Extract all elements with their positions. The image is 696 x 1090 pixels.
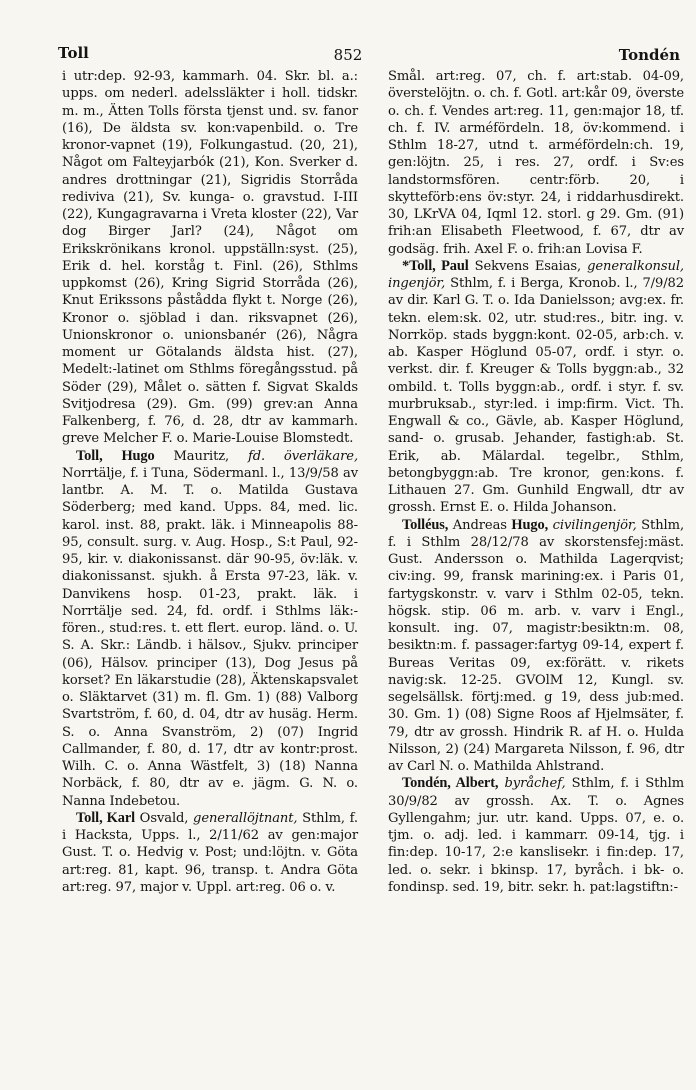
entry-name: Tolléus, [402,516,449,533]
entry-name: Hugo [121,447,155,464]
entry-text: Mauritz, [154,448,248,464]
bio-entry [388,258,684,517]
page-header [0,44,696,68]
entry-text: Sthlm, f. i Hacksta, Upps. l., 2/11/62 av gen:major Gust. T. o. Hedvig v. Post; und:löjtn. v. Göta art:reg. 81, kapt. 96, transp. t. Andra Göta art:reg. 97, major v. Uppl. art:reg. 06 o. v. [62,810,358,895]
entry-text: Norrtälje, f. i Tuna, Södermanl. l., 13/9/58 av lantbr. A. M. T. o. Matilda Gustava Söderberg; med kand. Upps. 84, med. lic. karol. inst. 88, prakt. läk. i Minneapolis 88-95, consult. surg. v. Aug. Hosp., S:t Paul, 92-95, kir. v. diakonissanst. där 90-95, öv:läk. v. diakonissanst. sjukh. å Ersta 97-23, läk. v. Danvikens hosp. 01-23, prakt. läk. i Norrtälje sed. 24, fd. ordf. i Sthlms läk:-fören., stud:res. t. ett flert. europ. länd. o. U. S. A. Skr.: Ländb. i hälsov., Sjukv. principer (06), Hälsov. principer (13), Dog Jesus på korset? En läkarstudie (28), Äktenskapsvalet o. Släktarvet (31) m. fl. Gm. 1) (88) Valborg Svartström, f. 60, d. 04, dtr av husäg. Herm. S. o. Anna Svanström, 2) (07) Ingrid Callmander, f. 80, d. 17, dtr av kontr:prost. Wilh. C. o. Anna Wästfelt, 3) (18) Nanna Norbäck, f. 80, dtr av e. jägm. G. N. o. Nanna Indebetou. [62,465,358,809]
entry-name: Tondén, Albert, [402,775,499,792]
entry-text: Osvald, [135,810,194,826]
entry-text [103,449,122,464]
entry-text: Andreas [448,517,512,533]
entry-title: generallöjtnant, [193,810,298,826]
entry-name: Toll, Karl [76,809,136,826]
right-column [388,68,684,896]
bio-entry [388,517,684,776]
entry-title: fd. överläkare, [247,448,359,464]
entry-text: Sthlm, f. i Berga, Kronob. l., 7/9/82 av dir. Karl G. T. o. Ida Danielsson; avg:ex. fr. tekn. elem:sk. 02, utr. stud:res., bitr. ing. v. Norrköp. stads byggn:kont. 02-05, arb:ch. v. ab. Kasper Höglund 05-07, ordf. i styr. o. verkst. dir. f. Kreuger & Tolls byggn:ab., 32 ombild. t. Tolls byggn:ab., ordf. i styr. f. sv. murbruksab., styr:led. i imp:firm. Vict. Th. Engwall & co., Gävle, ab. Kasper Höglund, sand- o. grusab. Jehander, fastigh:ab. St. Erik, ab. Mälardal. tegelbr., Sthlm, betongbyggn:ab. Tre kronor, gen:kons. f. Lithauen 27. Gm. Gunhild Engwall, dtr av grossh. Ernst E. o. Hilda Johanson. [388,276,684,516]
entry-text: Smål. art:reg. 07, ch. f. art:stab. 04-09, överstelöjtn. o. ch. f. Gotl. art:kår 09, överste o. ch. f. Vendes art:reg. 11, gen:major 18, tf. ch. f. IV. arméfördeln. 18, öv:kommend. i Sthlm 18-27, utnd t. arméfördeln:ch. 19, gen:löjtn. 25, i res. 27, ordf. i Sv:es landstormsfören. centr:förb. 20, i skytteförb:ens öv:styr. 24, i riddarhusdirekt. 30, LKrVA 04, Iqml 12. storl. g 29. Gm. (91) frih:an Elisabeth Fleetwood, f. 67, dtr av godsäg. frih. Axel F. o. frih:an Lovisa F. [388,69,684,257]
bio-entry [62,448,358,810]
bio-entry [388,775,684,896]
bio-entry [62,68,358,448]
bio-entry [62,810,358,896]
entry-name: *Toll, Paul [402,257,469,274]
entry-text: Sthlm, f. i Sthlm 28/12/78 av skorstensfej:mäst. Gust. Andersson o. Mathilda Lagerqvist; civ:ing. 99, fransk marining:ex. i Paris 01, fartygskonstr. v. varv i Sthlm 02-05, tekn. högsk. stip. 06 m. arb. v. varv i Engl., konsult. ing. 07, magistr:besiktn:m. 08, besiktn:m. f. passager:fartyg 09-14, expert f. Bureas Veritas 09, ex:förätt. v. rikets navig:sk. 12-25. GVOlM 12, Kungl. sv. segelsällsk. förtj:med. g 19, dess jub:med. 30. Gm. 1) (08) Signe Roos af Hjelmsäter, f. 79, dtr av grossh. Hindrik R. af H. o. Hulda Nilsson, 2) (24) Margareta Nilsson, f. 96, dtr av Carl N. o. Mathilda Ahlstrand. [388,517,685,774]
entry-title: byråchef, [504,776,566,792]
entry-title: generalkonsul, ingenjör, [388,258,684,291]
running-head-left: Toll [58,44,89,62]
entry-text: i utr:dep. 92-93, kammarh. 04. Skr. bl. a.: upps. om nederl. adelssläkter i holl. tidskr. m. m., Ätten Tolls första tjenst und. sv. fanor (16), De äldsta sv. kon:vapenbild. o. Tre kronor-vapnet (19), Folkungastud. (20, 21), Något om Falteyjarbók (21), Kon. Sverker d. andres drottningar (21), Sigridis Storråda rediviva (21), Sv. kunga- o. gravstud. I-III (22), Kungagravarna i Vreta kloster (22), Var dog Birger Jarl? (24), Något om Erikskrönikans kronol. uppställn:syst. (25), Erik d. hel. korståg t. Finl. (26), Sthlms uppkomst (26), Kring Sigrid Storråda (26), Knut Erikssons påstådda flykt t. Norge (26), Kronor o. sjöblad i dan. riksvapnet (26), Unionskronor o. unionsbanér (26), Några moment ur Götalands äldsta hist. (27), Medelt:-latinet om Sthlms föregångsstud. på Söder (29), Målet o. sätten f. Sigvat Skalds Svitjodresa (29). Gm. (99) grev:an Anna Falkenberg, f. 76, d. 28, dtr av kammarh. greve Melcher F. o. Marie-Louise Blomstedt. [62,69,358,447]
running-head-right: Tondén [618,46,680,64]
bio-entry [388,68,684,258]
entry-title: civilingenjör, [552,517,637,533]
entry-text: Sthlm, f. i Sthlm 30/9/82 av grossh. Ax. T. o. Agnes Gyllengahm; jur. utr. kand. Upps. 07, e. o. tjm. o. adj. led. i kammarr. 09-14, tjg. i fin:dep. 10-17, 2:e kanslisekr. i fin:dep. 17, led. o. sekr. i bkinsp. 17, byråch. i bk- o. fondinsp. sed. 19, bitr. sekr. h. pat:lagstiftn:- [388,776,685,895]
entry-text: Sekvens Esaias, [468,258,588,274]
entry-name: Hugo, [511,516,549,533]
left-column [62,68,358,896]
entry-name: Toll, [76,447,103,464]
page-number: 852 [333,46,363,64]
